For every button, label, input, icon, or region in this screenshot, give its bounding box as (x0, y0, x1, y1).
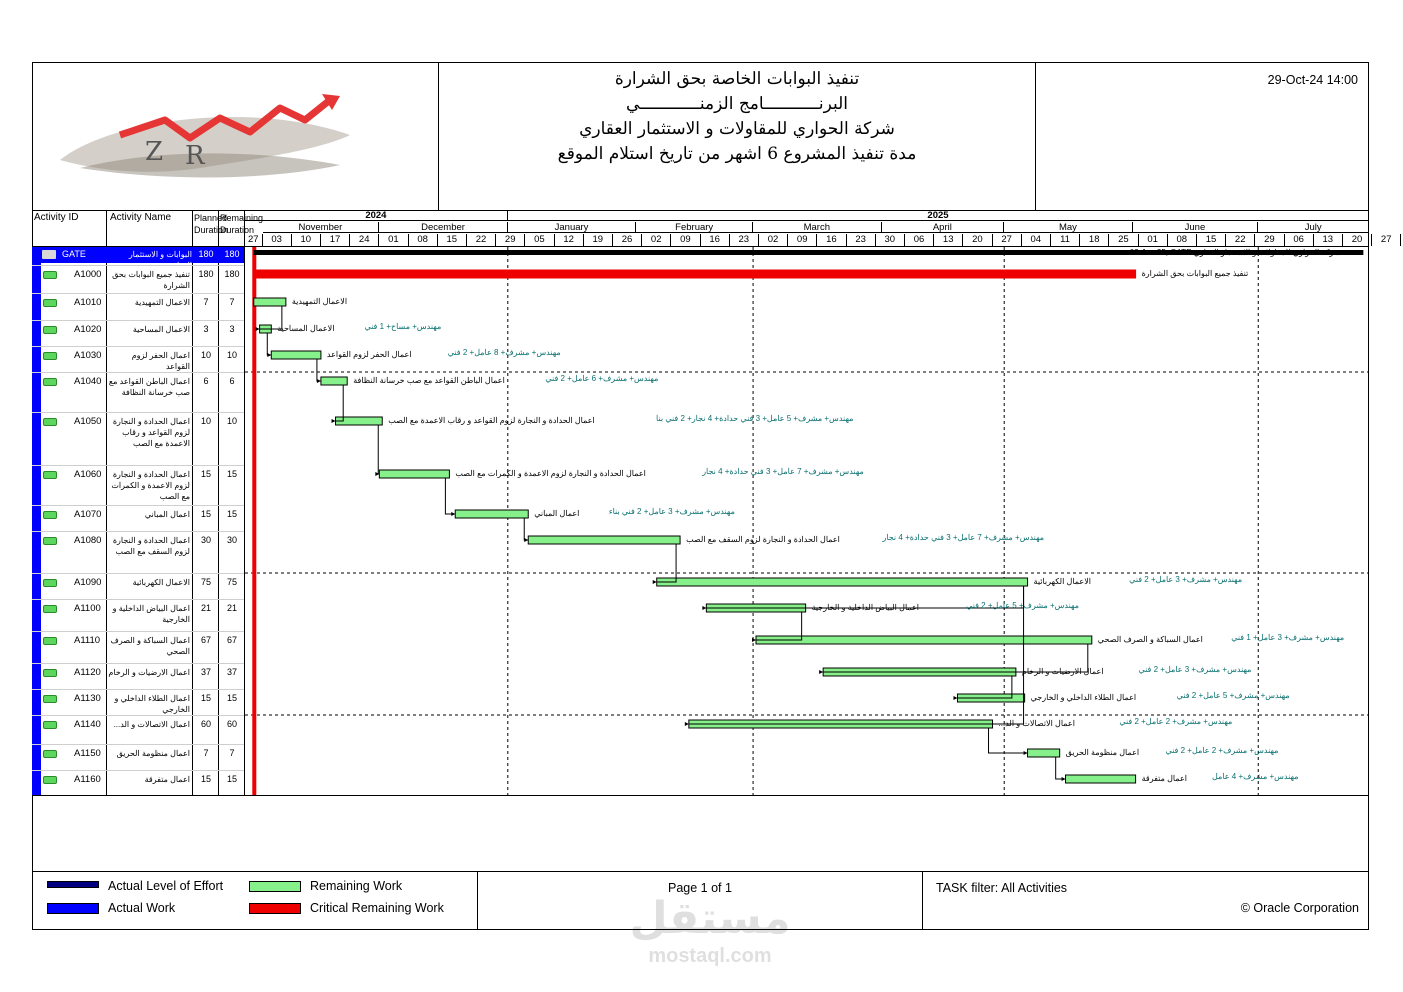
activity-task-icon (43, 299, 57, 307)
activity-resource-label: مهندس+ مشرف+ 7 عامل+ 3 فني حدادة+ 4 نجار (702, 467, 864, 476)
activity-name: اعمال البياض الداخلية و الخارجية (112, 604, 190, 624)
activity-id: A1120 (74, 667, 101, 678)
activity-id: A1060 (74, 469, 102, 480)
activity-bar-label: اعمال الحدادة و النجارة لزوم السقف مع الصب (686, 535, 840, 544)
relationship-arrowhead (524, 538, 528, 542)
activity-bar-label: اعمال منظومة الحريق (1065, 748, 1140, 757)
relationship-arrowhead (451, 512, 455, 516)
timeline-week: 12 (555, 234, 584, 246)
col-activity-name[interactable]: Activity Name (110, 212, 172, 223)
activity-resource-label: مهندس+ مشرف+ 4 عامل (1212, 772, 1299, 781)
timeline-month-june: June (1133, 222, 1259, 233)
activity-task-icon (43, 537, 57, 545)
activity-row[interactable] (32, 770, 244, 785)
timeline-week: 15 (1197, 234, 1226, 246)
folder-icon (42, 250, 56, 259)
col-activity-id[interactable]: Activity ID (34, 212, 79, 223)
activity-row[interactable] (32, 573, 244, 599)
activity-task-icon (43, 418, 57, 426)
activity-task-icon (43, 511, 57, 519)
timeline-week: 20 (963, 234, 992, 246)
task-filter: TASK filter: All Activities (936, 881, 1068, 895)
activity-id: A1140 (74, 719, 101, 730)
timeline-week: 08 (1168, 234, 1197, 246)
activity-remaining: 7 (229, 748, 235, 758)
activity-id: A1020 (74, 324, 102, 335)
wbs-name: البوابات و الاستثمار العقاري (128, 250, 192, 270)
activity-planned: 75 (200, 577, 211, 587)
timeline-week: 02 (642, 234, 671, 246)
svg-text:Z: Z (145, 137, 164, 167)
activity-planned: 21 (200, 603, 211, 613)
timeline-week: 04 (1022, 234, 1051, 246)
activity-name: اعمال الطلاء الداخلي و الخارجي (114, 694, 190, 714)
activity-bar-label: الاعمال التمهيدية (291, 297, 348, 306)
timeline-week: 25 (1109, 234, 1138, 246)
activity-task-icon (43, 637, 57, 645)
timeline-year-2024: 2024 (245, 211, 508, 221)
legend-actual-work-swatch (47, 903, 99, 914)
relationship-line (1056, 757, 1066, 779)
activity-bar-label: اعمال الحدادة و النجارة لزوم الاعمدة و الكمرات مع الصب (455, 469, 646, 478)
activity-name: اعمال الارضيات و الرخام (108, 668, 190, 677)
activity-row[interactable] (32, 320, 244, 346)
activity-planned: 10 (200, 416, 211, 426)
timeline-week: 13 (934, 234, 963, 246)
activity-remaining: 10 (226, 416, 237, 426)
activity-task-icon (43, 750, 57, 758)
activity-planned: 10 (200, 350, 211, 360)
activity-row[interactable] (32, 293, 244, 320)
activity-planned: 7 (203, 297, 209, 307)
timeline-month-december: December (379, 222, 507, 233)
watermark-logo: مستقل (629, 893, 791, 944)
activity-task-icon (43, 352, 57, 360)
activity-bar[interactable] (1028, 749, 1060, 757)
legend-actual-loe-label: Actual Level of Effort (108, 879, 224, 893)
activity-remaining: 3 (229, 324, 235, 334)
timeline-week: 24 (350, 234, 379, 246)
activity-bar-label: اعمال الحدادة و النجارة لزوم القواعد و رقاب الاعمدة مع الصب (388, 416, 595, 425)
activity-id: A1010 (74, 297, 102, 308)
timeline-week: 05 (525, 234, 554, 246)
timeline-week: 02 (759, 234, 788, 246)
watermark-url: mostaql.com (648, 945, 772, 967)
legend-actual-loe-swatch (47, 881, 99, 888)
timeline-header (245, 210, 1392, 246)
activity-bar-label: تنفيذ جميع البوابات بحق الشرارة (1141, 269, 1249, 278)
activity-id: A1080 (74, 535, 102, 546)
timeline-month-july: July (1258, 222, 1369, 233)
activity-row[interactable] (32, 465, 244, 505)
activity-task-icon (43, 776, 57, 784)
timeline-month-november: November (263, 222, 380, 233)
relationship-arrowhead (267, 353, 271, 357)
timeline-month-january: January (508, 222, 636, 233)
activity-name: اعمال الحدادة و النجارة لزوم الاعمدة و الكمرات مع الصب (111, 470, 190, 501)
activity-remaining: 37 (226, 667, 237, 677)
relationship-line (524, 518, 528, 540)
timeline-week: 01 (1139, 234, 1168, 246)
activity-name: تنفيذ جميع البوابات بحق الشرارة (112, 270, 190, 290)
activity-name: اعمال الحدادة و النجارة لزوم القواعد و رقاب الاعمدة مع الصب (112, 417, 190, 448)
activity-resource-label: مهندس+ مشرف+ 8 عامل+ 2 فني (447, 348, 561, 357)
timeline-week: 06 (1285, 234, 1314, 246)
activity-task-icon (43, 695, 57, 703)
activity-planned: 3 (203, 324, 209, 334)
activity-row[interactable] (32, 505, 244, 531)
activity-planned: 7 (203, 748, 209, 758)
activity-planned: 6 (203, 376, 209, 386)
activity-id: A1050 (74, 416, 102, 427)
activity-bar-label: اعمال السباكة و الصرف الصحي (1097, 635, 1203, 644)
relationship-line (378, 425, 379, 474)
activity-id: A1070 (74, 509, 102, 520)
col-planned-duration[interactable]: Planned Duration (194, 213, 229, 235)
activity-bar-label: اعمال المباني (534, 509, 580, 518)
activity-name: اعمال الحدادة و النجارة لزوم السقف مع الصب (112, 536, 190, 556)
timeline-week: 26 (613, 234, 642, 246)
activity-row[interactable] (32, 265, 244, 293)
timeline-week: 29 (1255, 234, 1284, 246)
activity-task-icon (43, 326, 57, 334)
activity-resource-label: مهندس+ مشرف+ 3 عامل+ 2 فني بناء (608, 507, 735, 516)
activity-bar[interactable] (254, 298, 286, 306)
activity-bar-label: اعمال الحفر لزوم القواعد (326, 350, 412, 359)
timeline-week: 27 (1372, 234, 1401, 246)
footer-sep-2 (922, 871, 923, 930)
schedule-title: البرنـــــــــــامج الزمنــــــــــــي (625, 94, 849, 114)
activity-planned: 15 (200, 469, 211, 479)
activity-planned: 15 (200, 774, 211, 784)
activity-remaining: 7 (229, 297, 235, 307)
activity-resource-label: مهندس+ مشرف+ 3 عامل+ 1 فني (1231, 633, 1345, 642)
report-title-block (439, 68, 1035, 208)
activity-name: اعمال الاتصالات و الد... (113, 720, 190, 729)
relationship-line (445, 478, 455, 514)
relationship-arrowhead (752, 638, 756, 642)
activity-remaining: 67 (226, 635, 237, 645)
timeline-week: 18 (1080, 234, 1109, 246)
activity-name: اعمال السباكة و الصرف الصحي (110, 636, 190, 656)
legend-critical-swatch (249, 903, 301, 914)
timeline-week: 19 (584, 234, 613, 246)
activity-resource-label: مهندس+ مشرف+ 5 عامل+ 2 فني (1176, 691, 1290, 700)
activity-task-icon (43, 669, 57, 677)
activity-resource-label: مهندس+ مشرف+ 6 عامل+ 2 فني (545, 374, 659, 383)
activity-id: A1150 (74, 748, 101, 759)
copyright: © Oracle Corporation (1240, 901, 1359, 915)
timeline-week: 15 (438, 234, 467, 246)
timeline-week: 23 (847, 234, 876, 246)
timeline-week: 11 (1051, 234, 1080, 246)
activity-id: A1090 (74, 577, 102, 588)
activity-row[interactable] (32, 346, 244, 372)
activity-remaining: 6 (229, 376, 235, 386)
timeline-week: 22 (467, 234, 496, 246)
relationship-line (317, 359, 321, 381)
activity-name: اعمال منظومة الحريق (116, 749, 190, 758)
wbs-id: GATE (62, 249, 86, 259)
activity-remaining: 15 (226, 774, 237, 784)
activity-bar[interactable] (271, 351, 321, 359)
relationship-arrowhead (685, 722, 689, 726)
legend-critical-label: Critical Remaining Work (310, 901, 444, 915)
activity-task-icon (43, 579, 57, 587)
timeline-month-may: May (1004, 222, 1132, 233)
activity-bar[interactable] (1066, 775, 1136, 783)
activity-name: اعمال الباطن القواعد مع صب خرسانة النظافة (108, 377, 190, 397)
activity-name: اعمال المباني (144, 510, 190, 519)
activity-planned: 67 (200, 635, 211, 645)
page-number: Page 1 of 1 (668, 881, 732, 895)
wbs-remaining: 180 (224, 249, 240, 259)
relationship-arrowhead (317, 379, 321, 383)
relationship-arrowhead (1024, 751, 1028, 755)
timeline-week: 23 (730, 234, 759, 246)
project-duration: مدة تنفيذ المشروع 6 اشهر من تاريخ استلام الموقع (557, 144, 917, 164)
timeline-week: 22 (1226, 234, 1255, 246)
activity-id: A1160 (74, 774, 101, 785)
footer-sep-1 (477, 871, 478, 930)
wbs-row[interactable] (32, 247, 244, 270)
timeline-week: 10 (292, 234, 321, 246)
activity-bar-label: اعمال الارضيات و الرخام (1021, 667, 1104, 676)
activity-planned: 15 (200, 509, 211, 519)
critical-activity-bar[interactable] (254, 270, 1136, 278)
activity-id: A1130 (74, 693, 101, 704)
timeline-week: 03 (263, 234, 292, 246)
activity-task-icon (43, 378, 57, 386)
activity-row[interactable] (32, 663, 244, 689)
activity-bar[interactable] (455, 510, 528, 518)
timeline-month-march: March (753, 222, 881, 233)
timeline-week: 20 (1343, 234, 1372, 246)
activity-row[interactable] (32, 744, 244, 770)
activity-row[interactable] (32, 531, 244, 573)
activity-remaining: 15 (226, 469, 237, 479)
header-sep-right (1035, 62, 1036, 210)
timeline-week: 01 (379, 234, 408, 246)
activity-id: A1040 (74, 376, 102, 387)
activity-planned: 15 (200, 693, 211, 703)
relationship-arrowhead (332, 419, 336, 423)
relationship-line (657, 544, 676, 582)
relationship-arrowhead (819, 670, 823, 674)
activity-row[interactable] (32, 715, 244, 744)
timeline-month-april: April (882, 222, 1005, 233)
activity-id: A1030 (74, 350, 102, 361)
activity-row[interactable] (32, 412, 244, 465)
activity-remaining: 75 (226, 577, 237, 587)
report-timestamp: 29-Oct-24 14:00 (1267, 73, 1358, 87)
activity-resource-label: مهندس+ مشرف+ 3 عامل+ 2 فني (1129, 575, 1243, 584)
timeline-year-2025: 2025 (508, 211, 1369, 221)
activity-name: الاعمال التمهيدية (134, 298, 190, 307)
activity-task-icon (43, 471, 57, 479)
legend-remaining-label: Remaining Work (310, 879, 403, 893)
activity-resource-label: مهندس+ مشرف+ 2 عامل+ 2 فني (1119, 717, 1233, 726)
relationship-arrowhead (702, 606, 706, 610)
relationship-line (989, 728, 1028, 753)
activity-remaining: 15 (226, 509, 237, 519)
timeline-week: 16 (817, 234, 846, 246)
company-name: شركة الحواري للمقاولات و الاستثمار العقاري (579, 119, 895, 139)
activity-remaining: 21 (226, 603, 237, 613)
activity-bar-label: الاعمال المساحية (277, 324, 335, 333)
svg-text:R: R (185, 141, 205, 171)
footer-top-line (32, 871, 1369, 872)
activity-planned: 60 (200, 719, 211, 729)
timeline-week: 06 (905, 234, 934, 246)
activity-name: اعمال متفرقة (144, 775, 190, 784)
activity-remaining: 30 (226, 535, 237, 545)
relationship-arrowhead (953, 696, 957, 700)
timeline-week: 08 (409, 234, 438, 246)
activity-task-icon (43, 605, 57, 613)
col-remaining-duration[interactable]: Remaining Duration (220, 213, 264, 235)
activity-bar-label: اعمال البياض الداخلية و الخارجية (811, 603, 919, 612)
activity-resource-label: مهندس+ مشرف+ 5 عامل+ 3 فني حدادة+ 4 نجار+ 2 فني بنا (656, 414, 854, 423)
timeline-week: 09 (671, 234, 700, 246)
timeline-week: 13 (1314, 234, 1343, 246)
timeline-month-february: February (636, 222, 753, 233)
activity-resource-label: مهندس+ مشرف+ 7 عامل+ 3 فني حدادة+ 4 نجار (882, 533, 1045, 542)
activity-remaining: 15 (226, 693, 237, 703)
timeline-week: 09 (788, 234, 817, 246)
activity-bar-label: اعمال متفرقة (1141, 774, 1187, 783)
activity-bar[interactable] (379, 470, 449, 478)
timeline-week: 16 (701, 234, 730, 246)
activity-bar-label: اعمال الاتصالات و الد... (998, 719, 1075, 728)
timeline-week: 27 (993, 234, 1022, 246)
activity-planned: 180 (198, 269, 214, 279)
activity-bar[interactable] (756, 636, 1092, 644)
relationship-arrowhead (256, 327, 260, 331)
wbs-planned: 180 (198, 249, 214, 259)
activity-planned: 30 (200, 535, 211, 545)
activity-id: A1100 (74, 603, 101, 614)
legend-remaining-swatch (249, 881, 301, 892)
activity-id: A1110 (74, 635, 101, 646)
wbs-bar-label: 03-Jun-25, GATE شركة الحواري للمقاولات و الاستثمار العقاري (1129, 248, 1341, 257)
activity-name: الاعمال الكهربائية (132, 578, 190, 587)
activity-remaining: 10 (226, 350, 237, 360)
activity-resource-label: مهندس+ مشرف+ 5 عامل+ 2 فني (966, 601, 1080, 610)
relationship-line (267, 333, 271, 355)
table-bottom-line (32, 795, 1369, 796)
timeline-week: 17 (321, 234, 350, 246)
activity-bar[interactable] (528, 536, 680, 544)
legend-actual-work-label: Actual Work (108, 901, 176, 915)
activity-task-icon (43, 271, 57, 279)
activity-row[interactable] (32, 599, 244, 631)
activity-bar-label: اعمال الطلاء الداخلي و الخارجي (1030, 693, 1137, 702)
relationship-line (336, 385, 344, 421)
activity-row[interactable] (32, 631, 244, 663)
gantt-chart (245, 247, 1369, 795)
activity-row[interactable] (32, 689, 244, 715)
activity-resource-label: مهندس+ مشرف+ 2 عامل+ 2 فني (1165, 746, 1279, 755)
activity-resource-label: مهندس+ مساح+ 1 فني (364, 322, 442, 331)
activity-remaining: 60 (226, 719, 237, 729)
timeline-week: 27 (245, 234, 263, 246)
company-logo (50, 90, 370, 190)
activity-remaining: 180 (224, 269, 240, 279)
relationship-arrowhead (1062, 777, 1066, 781)
activity-bar-label: الاعمال الكهربائية (1033, 577, 1091, 586)
activity-name: اعمال الحفر لزوم القواعد (131, 351, 190, 371)
activity-bar[interactable] (657, 578, 1028, 586)
activity-bar-label: اعمال الباطن القواعد مع صب خرسانة النظافة (353, 376, 505, 385)
timeline-week: 29 (496, 234, 525, 246)
activity-row[interactable] (32, 372, 244, 412)
activity-task-icon (43, 721, 57, 729)
activity-name: الاعمال المساحية (132, 325, 190, 334)
activity-id: A1000 (74, 269, 102, 280)
timeline-week: 30 (876, 234, 905, 246)
project-title: تنفيذ البوابات الخاصة بحق الشرارة (614, 69, 860, 89)
activity-table (32, 247, 244, 795)
relationship-arrowhead (653, 580, 657, 584)
activity-resource-label: مهندس+ مشرف+ 3 عامل+ 2 فني (1138, 665, 1252, 674)
activity-bar[interactable] (321, 377, 347, 385)
activity-planned: 37 (200, 667, 211, 677)
